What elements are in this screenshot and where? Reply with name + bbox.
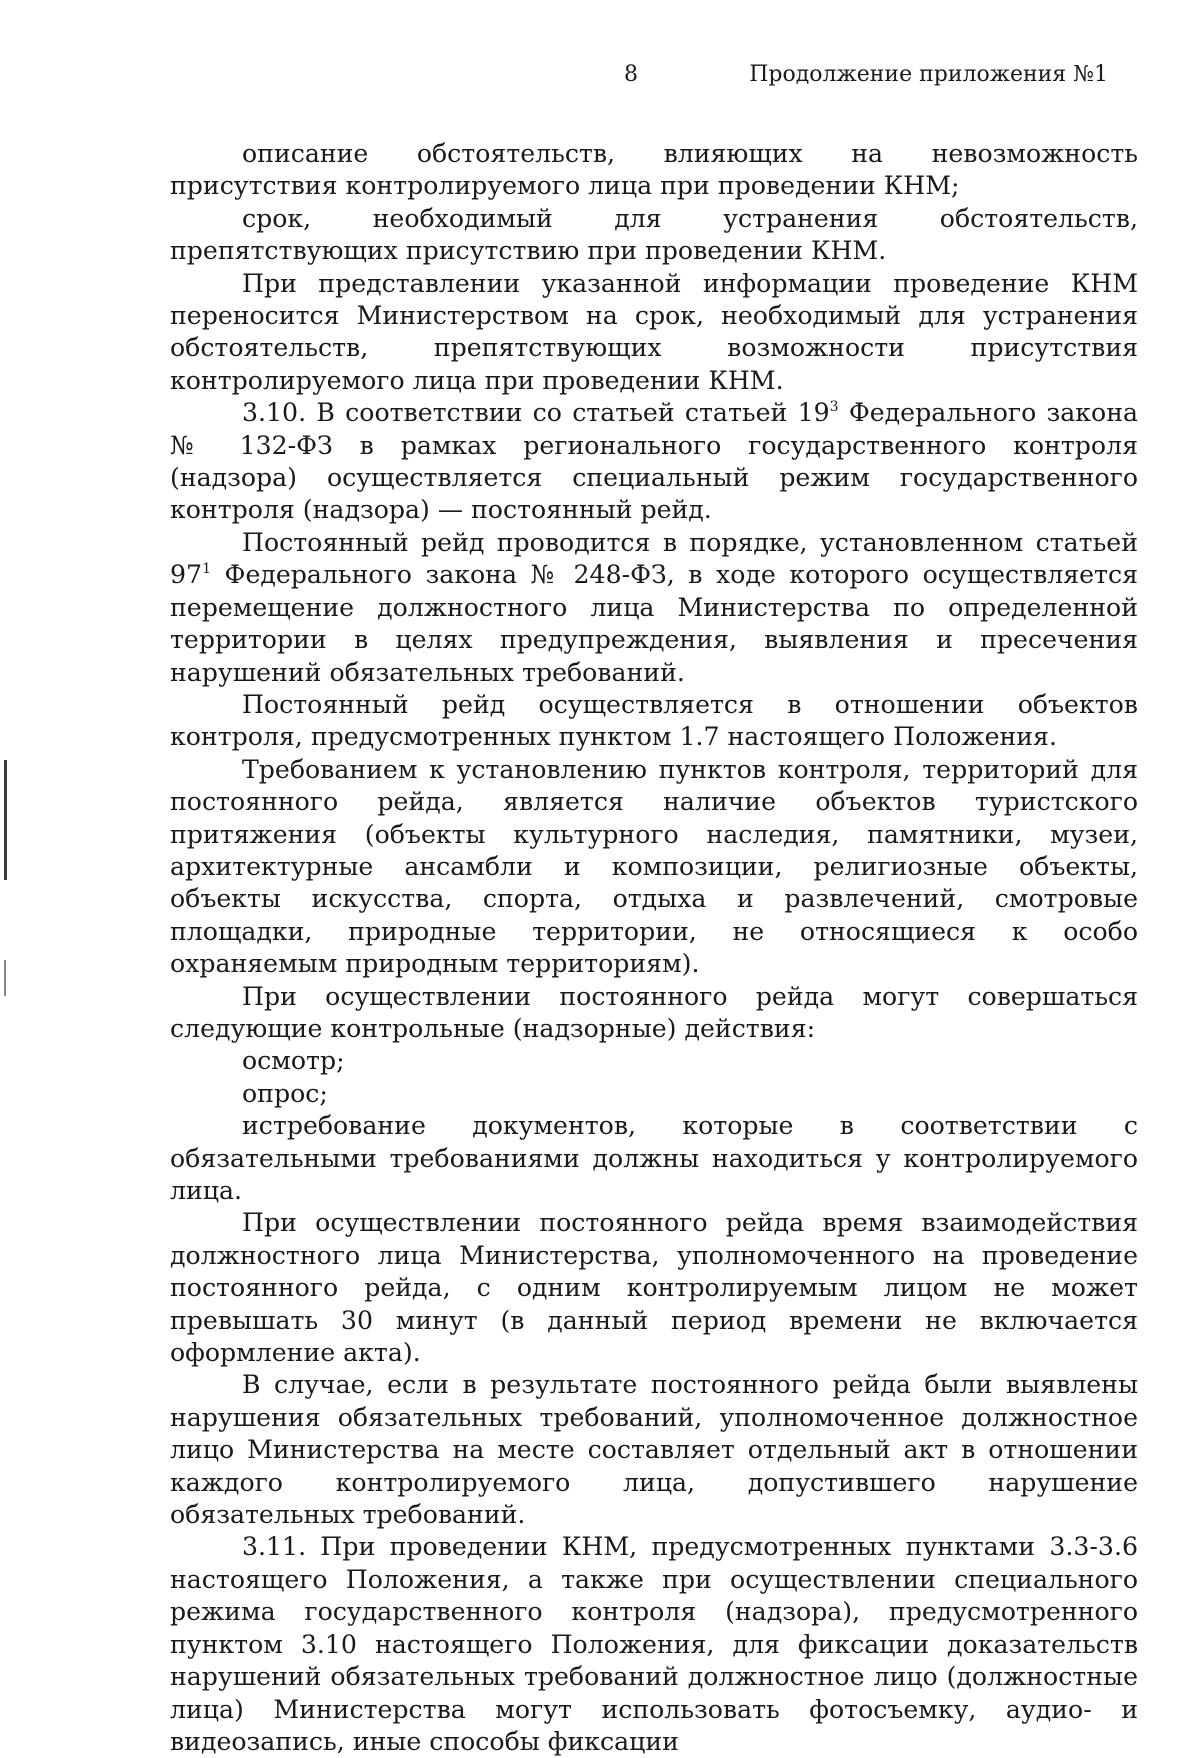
- paragraph: В случае, если в результате постоянного рейда были выявлены нарушения обязательных требований, уполномоченное должностное лицо Министерства на месте составляет отдельный акт в отношении каждого контролируемого лица, допустившего нарушение обязательных требований.: [170, 1370, 1138, 1530]
- paragraph-text: Федерального закона № 248-ФЗ, в ходе которого осуществляется перемещение должностного лица Министерства по определенной территории в целях предупреждения, выявления и пресечения нарушений обязательных требований.: [170, 560, 1138, 687]
- paragraph-3-11: 3.11. При проведении КНМ, предусмотренных пунктами 3.3-3.6 настоящего Положения, а также при осуществлении специального режима государственного контроля (надзора), предусмотренного пунктом 3.10 настоящего Положения, для фиксации доказательств нарушений обязательных требований должностное лицо (должностные лица) Министерства могут использовать фотосъемку, аудио- и видеозапись, иные способы фиксации: [170, 1532, 1138, 1756]
- paragraph: При осуществлении постоянного рейда могут совершаться следующие контрольные (надзорные) действия:: [170, 981, 1138, 1043]
- paragraph: Постоянный рейд осуществляется в отношении объектов контроля, предусмотренных пунктом 1.7 настоящего Положения.: [170, 689, 1138, 752]
- superscript: 1: [202, 561, 211, 578]
- appendix-continuation-note: Продолжение приложения №1: [749, 62, 1108, 87]
- paragraph: При осуществлении постоянного рейда время взаимодействия должностного лица Министерства, уполномоченного на проведение постоянного рейда, с одним контролируемым лицом не может превышать 30 минут (в данный период времени не включается оформление акта).: [170, 1208, 1138, 1368]
- paragraph: При представлении указанной информации проведение КНМ переносится Министерством на срок, необходимый для устранения обстоятельств, препятствующих возможности присутствия контролируемого лица при проведении КНМ.: [170, 268, 1138, 395]
- paragraph-text: Постоянный рейд проводится в порядке, установленном статьей 97: [170, 527, 1138, 590]
- scan-margin-mark: [4, 760, 7, 880]
- paragraph: описание обстоятельств, влияющих на невозможность присутствия контролируемого лица при проведении КНМ;: [170, 139, 1138, 201]
- paragraph-text: 3.10. В соответствии со статьей статьей 19: [242, 398, 830, 428]
- paragraph-text: Федерального закона № 132-ФЗ в рамках регионального государственного контроля (надзора) осуществляется специальный режим государственного контроля (надзора) — постоянный рейд.: [170, 398, 1138, 525]
- paragraph: Требованием к установлению пунктов контроля, территорий для постоянного рейда, является наличие объектов туристского притяжения (объекты культурного наследия, памятники, музеи, архитектурные ансамбли и композиции, религиозные объекты, объекты искусства, спорта, отдыха и развлечений, смотровые площадки, природные территории, не относящиеся к особо охраняемым природным территориям).: [170, 754, 1138, 979]
- page-number: 8: [624, 62, 638, 87]
- list-item: истребование документов, которые в соответствии с обязательными требованиями должны находиться у контролируемого лица.: [170, 1111, 1138, 1205]
- list-item: осмотр;: [242, 1046, 345, 1076]
- paragraph: срок, необходимый для устранения обстоятельств, препятствующих присутствию при проведении КНМ.: [170, 203, 1138, 266]
- paragraph-3-10: [170, 397, 1138, 527]
- paragraph: [170, 527, 1138, 689]
- scan-margin-mark: [4, 960, 6, 996]
- document-body: [170, 138, 1138, 1758]
- superscript: 3: [829, 399, 839, 416]
- list-item: опрос;: [242, 1078, 328, 1108]
